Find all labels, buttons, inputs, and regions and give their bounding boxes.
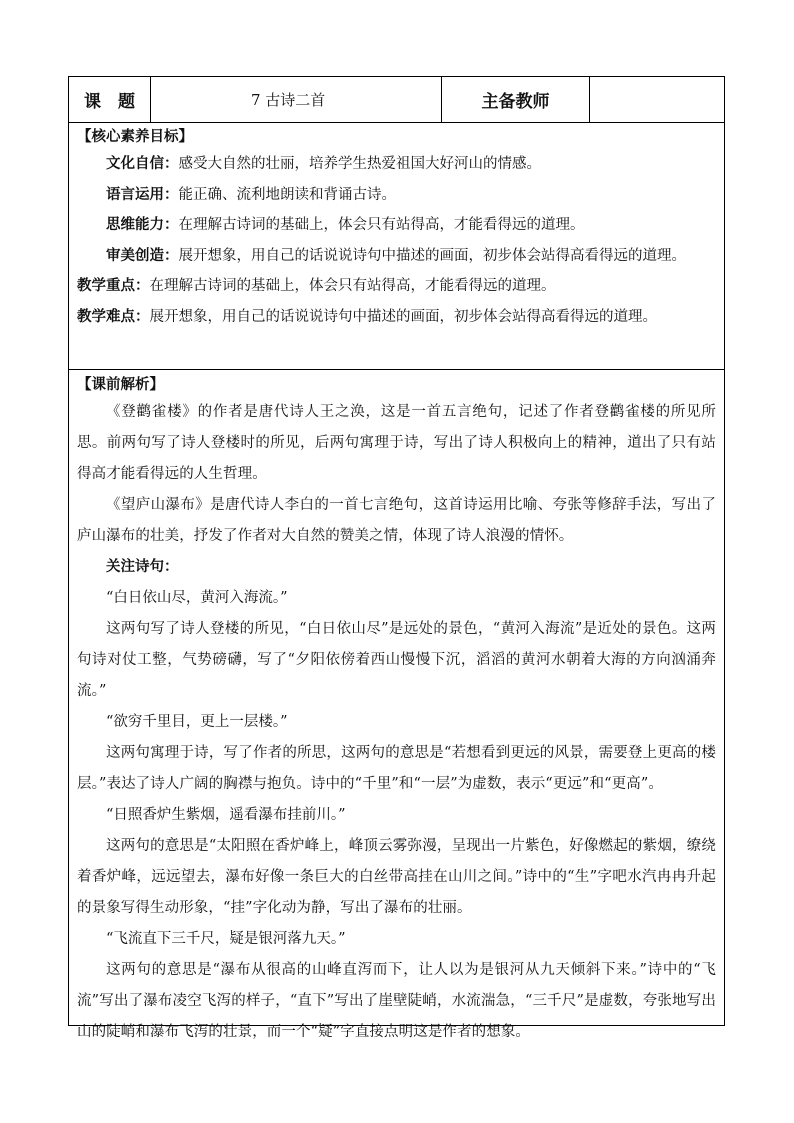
goal-label: 审美创造： [106,247,179,264]
goal-text: 在理解古诗词的基础上，体会只有站得高，才能看得远的道理。 [178,217,585,233]
analysis-paragraph-1: 《登鹳雀楼》的作者是唐代诗人王之涣，这是一首五言绝句，记述了作者登鹳雀楼的所见所思。前两句写了诗人登楼时的所见，后两句寓理于诗，写出了诗人积极向上的精神，道出了只有站得高才能看得远的人生哲理。 [77,404,716,482]
verse-1-explanation: 这两句写了诗人登楼的所见，“白日依山尽”是远处的景色，“黄河入海流”是近处的景色。这两句诗对仗工整，气势磅礴，写了“夕阳依傍着西山慢慢下沉，滔滔的黄河水朝着大海的方向汹涌奔流。” [77,621,716,699]
analysis-heading: 【课前解析】 [77,377,164,393]
lesson-plan-table [68,76,725,1040]
goal-text: 能正确、流利地朗读和背诵古诗。 [178,186,396,203]
goal-text: 感受大自然的壮丽，培养学生热爱祖国大好河山的情感。 [178,156,541,172]
key-label: 教学重点： [77,278,150,294]
goals-section [69,123,724,370]
teaching-difficulty [77,302,716,333]
goal-language [77,180,716,211]
goal-label: 文化自信： [106,156,179,172]
goal-text: 展开想象，用自己的话说说诗句中描述的画面，初步体会站得高看得远的道理。 [178,247,686,264]
key-text: 在理解古诗词的基础上，体会只有站得高，才能看得远的道理。 [149,278,556,294]
goal-culture [77,149,716,180]
table-header-row [69,77,724,123]
topic-label: 课 题 [69,77,151,122]
teaching-key-point [77,271,716,302]
goal-label: 语言运用： [106,186,179,203]
difficulty-text: 展开想象，用自己的话说说诗句中描述的画面，初步体会站得高看得远的道理。 [149,308,657,325]
verse-3: “日照香炉生紫烟，遥看瀑布挂前川。” [106,807,346,823]
topic-value: 7 古诗二首 [151,77,442,122]
goals-heading: 【核心素养目标】 [77,129,193,145]
verse-4-explanation: 这两句的意思是“瀑布从很高的山峰直泻而下，让人以为是银河从九天倾斜下来。”诗中的“飞流”写出了瀑布凌空飞泻的样子，“直下”写出了崖壁陡峭，水流湍急，“三千尺”是虚数，夸张地写出山的陡峭和瀑布飞泻的壮景，而一个“疑”字直接点明这是作者的想象。 [77,962,716,1040]
difficulty-label: 教学难点： [77,308,150,325]
verse-2: “欲穷千里目，更上一层楼。” [106,714,288,730]
verse-4: “飞流直下三千尺，疑是银河落九天。” [106,931,346,947]
teacher-label: 主备教师 [442,77,590,122]
analysis-section [69,370,724,1040]
goal-aesthetic [77,241,716,272]
teacher-value [590,77,724,122]
verse-1: “白日依山尽，黄河入海流。” [106,590,288,606]
verse-2-explanation: 这两句寓理于诗，写了作者的所思，这两句的意思是“若想看到更远的风景，需要登上更高的楼层。”表达了诗人广阔的胸襟与抱负。诗中的“千里”和“一层”为虚数，表示“更远”和“更高”。 [77,745,716,792]
goal-label: 思维能力： [106,217,179,233]
focus-verses-label: 关注诗句： [106,559,179,575]
analysis-paragraph-2: 《望庐山瀑布》是唐代诗人李白的一首七言绝句，这首诗运用比喻、夸张等修辞手法，写出了庐山瀑布的壮美，抒发了作者对大自然的赞美之情，体现了诗人浪漫的情怀。 [77,497,716,544]
goal-thinking [77,210,716,241]
verse-3-explanation: 这两句的意思是“太阳照在香炉峰上，峰顶云雾弥漫，呈现出一片紫色，好像燃起的紫烟，缭绕着香炉峰，远远望去，瀑布好像一条巨大的白丝带高挂在山川之间。”诗中的“生”字吧水汽冉冉升起的景象写得生动形象，“挂”字化动为静，写出了瀑布的壮丽。 [77,838,716,916]
